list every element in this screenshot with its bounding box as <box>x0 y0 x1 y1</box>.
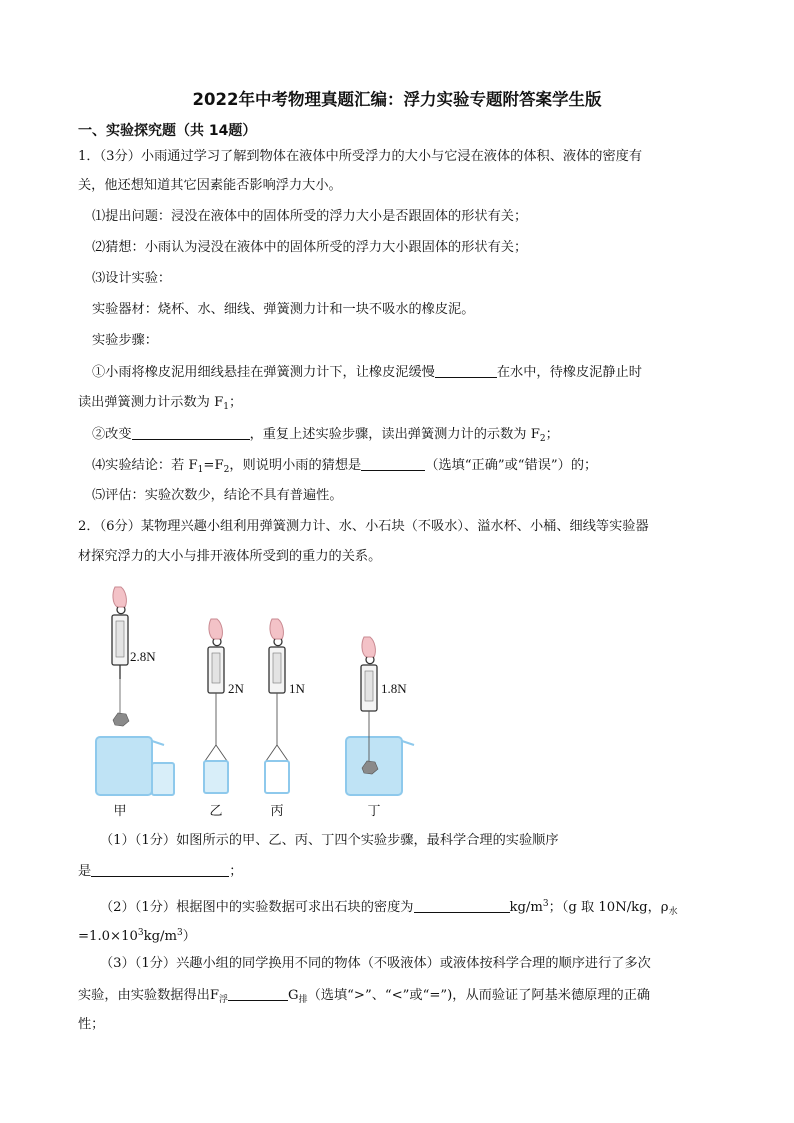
hook-icon <box>117 607 125 614</box>
q1-conclusion-d: （选填“正确”或“错误”）的； <box>425 458 598 473</box>
reading-jia: 2.8N <box>130 649 156 664</box>
subscript: 1 <box>223 402 229 412</box>
reading-yi: 2N <box>228 681 244 696</box>
subscript: 2 <box>223 465 230 475</box>
hand-icon <box>113 587 126 607</box>
small-bucket-icon <box>204 761 228 793</box>
setup-bing <box>265 619 306 819</box>
q1-conclusion-b: =F <box>203 458 224 473</box>
hand-icon <box>362 637 375 657</box>
punct: ） <box>182 929 196 944</box>
caption-jia: 甲 <box>113 804 127 819</box>
q1-step1-text-a: ①小雨将橡皮泥用细线悬挂在弹簧测力计下，让橡皮泥缓慢 <box>92 365 435 380</box>
setup-ding <box>346 637 414 819</box>
superscript: 3 <box>137 928 144 938</box>
q2-sub2-text: （2）（1分）根据图中的实验数据可求出石块的密度为 <box>100 900 414 915</box>
subscript: 浮 <box>219 995 229 1005</box>
experiment-figure <box>90 585 430 825</box>
q2-sub1-text: 是 <box>78 864 92 879</box>
q2-sub3-text-b: （选填“>”、“<”或“=”)，从而验证了阿基米德原理的正确 <box>307 988 651 1003</box>
reading-ding: 1.8N <box>381 681 407 696</box>
q1-hypothesis: ⑵猜想：小雨认为浸没在液体中的固体所受的浮力大小跟固体的形状有关； <box>92 240 528 255</box>
q2-sub2-line2 <box>78 924 196 946</box>
answer-blank-4[interactable] <box>91 862 229 877</box>
reading-bing: 1N <box>289 681 305 696</box>
subscript: 2 <box>539 434 546 444</box>
punct: ； <box>545 427 559 442</box>
answer-blank-1[interactable] <box>435 363 497 378</box>
punct: ； <box>228 395 243 410</box>
small-bucket-icon <box>152 763 174 795</box>
superscript: 3 <box>176 928 183 938</box>
q1-conclusion <box>92 456 597 479</box>
answer-blank-3[interactable] <box>361 456 425 471</box>
q2-sub3-g: G <box>288 988 299 1003</box>
answer-blank-5[interactable] <box>414 898 510 913</box>
q2-sub2-line1 <box>100 895 678 921</box>
q2-sub2-density: =1.0×10 <box>78 929 138 944</box>
q1-step2-text-b: ，重复上述实验步骤，读出弹簧测力计的示数为 F <box>249 427 540 442</box>
superscript: 3 <box>542 899 549 909</box>
q1-question: ⑴提出问题：浸没在液体中的固体所受的浮力大小是否跟固体的形状有关； <box>92 209 528 224</box>
overflow-cup-icon <box>96 737 152 795</box>
page-title: 2022年中考物理真题汇编：浮力实验专题附答案学生版 <box>192 90 602 109</box>
q2-sub3-text: 实验，由实验数据得出F <box>78 988 220 1003</box>
q2-sub3-line2 <box>78 986 650 1009</box>
small-bucket-icon <box>265 761 289 793</box>
rock-icon <box>113 713 129 726</box>
answer-blank-2[interactable] <box>132 425 250 440</box>
q1-step1-read: 读出弹簧测力计示数为 F <box>78 395 224 410</box>
hand-icon <box>209 619 222 639</box>
q1-step1-text-b: 在水中，待橡皮泥静止时 <box>496 365 642 380</box>
setup-yi <box>204 619 245 819</box>
q2-line1: 2．（6分）某物理兴趣小组利用弹簧测力计、水、小石块（不吸水）、溢水杯、小桶、细线等实验器 <box>78 519 649 534</box>
unit: kg/m <box>509 900 543 915</box>
hand-icon <box>270 619 283 639</box>
q1-line2: 关，他还想知道其它因素能否影响浮力大小。 <box>78 178 342 193</box>
q2-sub2-text-b: ；（g 取 10N/kg，ρ <box>548 900 669 915</box>
q1-step2-text-a: ②改变 <box>92 427 132 442</box>
q1-line1: 1．（3分）小雨通过学习了解到物体在液体中所受浮力的大小与它浸在液体的体积、液体的密度有 <box>78 149 643 164</box>
q1-evaluation: ⑸评估：实验次数少，结论不具有普遍性。 <box>92 488 343 503</box>
subscript: 1 <box>197 465 204 475</box>
answer-blank-6[interactable] <box>228 986 288 1001</box>
q1-step1 <box>92 363 642 382</box>
section-heading: 一、实验探究题（共 14题） <box>78 123 257 139</box>
q1-step1-cont <box>78 394 242 416</box>
q1-conclusion-c: ，则说明小雨的猜想是 <box>229 458 362 473</box>
unit: kg/m <box>143 929 177 944</box>
q1-step2 <box>92 425 559 448</box>
caption-ding: 丁 <box>367 804 381 819</box>
q2-sub1-line1: （1）（1分）如图所示的甲、乙、丙、丁四个实验步骤，最科学合理的实验顺序 <box>100 833 559 848</box>
q1-steps: 实验步骤： <box>92 333 158 348</box>
q2-sub3-line3: 性； <box>78 1017 105 1032</box>
q1-design: ⑶设计实验： <box>92 271 172 286</box>
q1-conclusion-a: ⑷实验结论：若 F <box>92 458 198 473</box>
q2-line2: 材探究浮力的大小与排开液体所受到的重力的关系。 <box>78 549 382 564</box>
q2-sub3-line1: （3）（1分）兴趣小组的同学换用不同的物体（不吸液体）或液体按科学合理的顺序进行了多次 <box>100 956 651 971</box>
caption-bing: 丙 <box>270 804 284 819</box>
q2-sub1-line2 <box>78 862 242 881</box>
q1-materials: 实验器材：烧杯、水、细线、弹簧测力计和一块不吸水的橡皮泥。 <box>92 302 475 317</box>
subscript: 排 <box>298 995 308 1005</box>
setup-jia <box>96 587 174 819</box>
subscript: 水 <box>668 907 678 917</box>
caption-yi: 乙 <box>209 804 223 819</box>
punct: ； <box>229 864 243 879</box>
